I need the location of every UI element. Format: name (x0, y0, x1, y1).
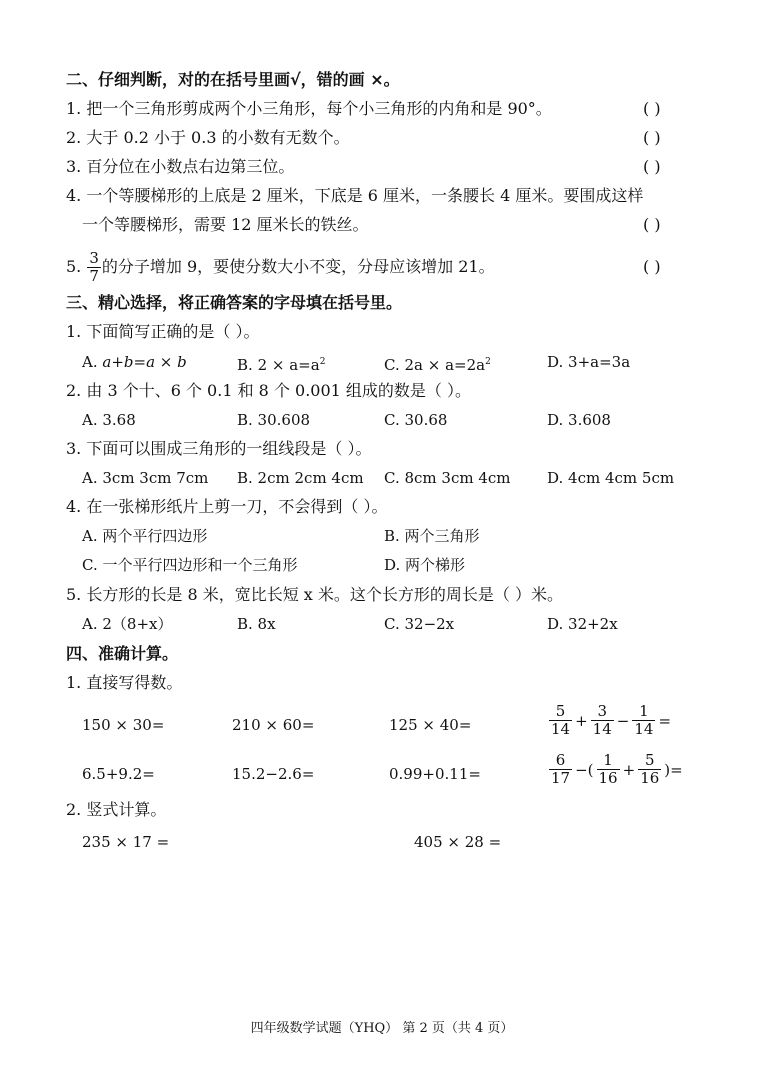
choice-q5-option-a[interactable]: A. 2（8+x） (82, 615, 173, 633)
choice-q3-option-a[interactable]: A. 3cm 3cm 7cm (82, 469, 209, 487)
section3-heading: 三、精心选择，将正确答案的字母填在括号里。 (66, 293, 403, 312)
choice-q4-option-b[interactable]: B. 两个三角形 (384, 527, 480, 545)
calc-sub1-heading: 1. 直接写得数。 (66, 673, 183, 692)
calc-210x60: 210 × 60= (232, 716, 315, 734)
choice-q4-option-c[interactable]: C. 一个平行四边形和一个三角形 (82, 556, 298, 574)
choice-q3-option-d[interactable]: D. 4cm 4cm 5cm (547, 469, 675, 487)
fraction-1-14: $\frac{1}{14}$ (634, 702, 654, 738)
choice-q2-option-a[interactable]: A. 3.68 (82, 411, 136, 429)
fraction-5-14: $\frac{5}{14}$ (551, 702, 571, 738)
choice-q1: 1. 下面简写正确的是（ ）。 (66, 322, 260, 341)
vertical-calc-235x17: 235 × 17 = (82, 833, 170, 851)
judge-q3: 3. 百分位在小数点右边第三位。 (66, 157, 295, 176)
judge-q3-answer-paren[interactable]: ( ) (643, 157, 661, 176)
choice-q5: 5. 长方形的长是 8 米，宽比长短 x 米。这个长方形的周长是（ ）米。 (66, 585, 563, 604)
calc-150x30: 150 × 30= (82, 716, 165, 734)
judge-q2: 2. 大于 0.2 小于 0.3 的小数有无数个。 (66, 128, 350, 147)
choice-q2: 2. 由 3 个十、6 个 0.1 和 8 个 0.001 组成的数是（ ）。 (66, 381, 472, 400)
calc-15.2-2.6: 15.2−2.6= (232, 765, 315, 783)
choice-q5-option-b[interactable]: B. 8x (237, 615, 276, 633)
choice-q5-option-c[interactable]: C. 32−2x (384, 615, 455, 633)
vertical-calc-405x28: 405 × 28 = (414, 833, 502, 851)
choice-q3-option-c[interactable]: C. 8cm 3cm 4cm (384, 469, 511, 487)
calc-fraction-expr-1: $\frac{5}{14}$ + $\frac{3}{14}$ − $\frac{1}{14}$ = (551, 702, 672, 738)
judge-q5 (66, 247, 495, 287)
choice-q5-option-d[interactable]: D. 32+2x (547, 615, 618, 633)
judge-q1: 1. 把一个三角形剪成两个小三角形，每个小三角形的内角和是 90°。 (66, 99, 552, 118)
choice-q2-option-d[interactable]: D. 3.608 (547, 411, 611, 429)
fraction-3-14: $\frac{3}{14}$ (592, 702, 612, 738)
choice-q2-option-b[interactable]: B. 30.608 (237, 411, 311, 429)
choice-q4: 4. 在一张梯形纸片上剪一刀，不会得到（ ）。 (66, 497, 388, 516)
page-footer: 四年级数学试题（YHQ） 第 2 页（共 4 页） (250, 1021, 514, 1036)
section4-heading: 四、准确计算。 (66, 644, 179, 663)
choice-q3: 3. 下面可以围成三角形的一组线段是（ ）。 (66, 439, 372, 458)
judge-q4-line1: 4. 一个等腰梯形的上底是 2 厘米，下底是 6 厘米，一条腰长 4 厘米。要围成这样 (66, 186, 644, 205)
fraction-3-7: $\frac{3}{7}$ (89, 249, 99, 285)
calc-sub2-heading: 2. 竖式计算。 (66, 800, 167, 819)
choice-q3-option-b[interactable]: B. 2cm 2cm 4cm (237, 469, 364, 487)
judge-q4-line2: 一个等腰梯形，需要 12 厘米长的铁丝。 (82, 215, 369, 234)
judge-q5-answer-paren[interactable]: ( ) (643, 257, 661, 276)
fraction-5-16: $\frac{5}{16}$ (640, 751, 660, 787)
judge-q2-answer-paren[interactable]: ( ) (643, 128, 661, 147)
choice-q1-option-a[interactable]: A. a+b=a × b (82, 353, 187, 371)
judge-q5-number: 5. (66, 257, 82, 276)
calc-fraction-expr-2: $\frac{6}{17}$ −( $\frac{1}{16}$ + $\frac{5}{16}$ )= (551, 751, 683, 787)
calc-6.5+9.2: 6.5+9.2= (82, 765, 155, 783)
choice-q2-option-c[interactable]: C. 30.68 (384, 411, 448, 429)
choice-q1-option-c[interactable]: C. $2a \times a=2a^2$ (384, 356, 491, 374)
choice-q4-option-d[interactable]: D. 两个梯形 (384, 556, 466, 574)
section2-heading: 二、仔细判断，对的在括号里画√，错的画 ×。 (66, 70, 400, 89)
calc-125x40: 125 × 40= (389, 716, 472, 734)
fraction-1-16: $\frac{1}{16}$ (598, 751, 618, 787)
judge-q1-answer-paren[interactable]: ( ) (643, 99, 661, 118)
judge-q4-answer-paren[interactable]: ( ) (643, 215, 661, 234)
choice-q4-option-a[interactable]: A. 两个平行四边形 (82, 527, 208, 545)
choice-q1-option-b[interactable]: B. $2 \times a=a^2$ (237, 356, 326, 374)
fraction-6-17: $\frac{6}{17}$ (551, 751, 571, 787)
calc-0.99+0.11: 0.99+0.11= (389, 765, 481, 783)
judge-q5-text: 的分子增加 9，要使分数大小不变，分母应该增加 21。 (101, 257, 495, 276)
choice-q1-option-d[interactable]: D. 3+a=3a (547, 353, 631, 371)
